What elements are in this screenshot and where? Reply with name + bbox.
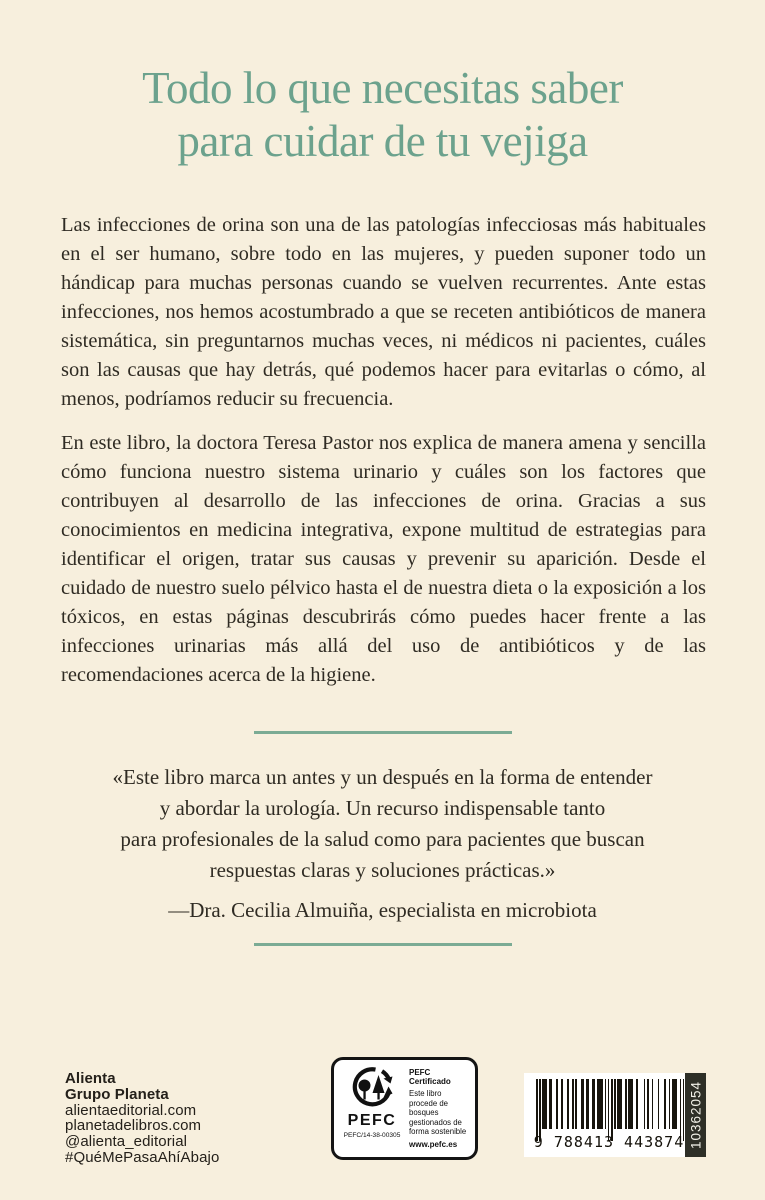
description-paragraph-1: Las infecciones de orina son una de las patologías infecciosas más habituales en el ser humano, sobre todo en las mujeres, y pueden suponer todo un hándicap para muchas personas cuando se vuelven recurrentes. Ante estas infecciones, nos hemos acostumbrado a que se receten antibióticos de manera sistemática, sin preguntarnos muchas veces, ni médicos ni pacientes, cuáles son las causas que hay detrás, qué podemos hacer para evitarlas o cómo, al menos, podríamos reducir su frecuencia.: [61, 214, 706, 410]
publisher-website-1: alientaeditorial.com: [65, 1101, 197, 1119]
pefc-certification-box: [331, 1057, 478, 1160]
publisher-group: Grupo Planeta: [65, 1085, 169, 1103]
quote-line-1: «Este libro marca un antes y un después en la forma de entender: [112, 765, 653, 789]
publisher-social-handle: @alienta_editorial: [65, 1133, 188, 1151]
divider-bottom: [254, 943, 512, 946]
pefc-cert-code: PEFC/14-38-00305: [343, 1132, 401, 1139]
barcode-bars: [536, 1079, 684, 1141]
quote-line-2: y abordar la urología. Un recurso indispensable tanto: [159, 796, 606, 820]
isbn-barcode: [524, 1073, 706, 1157]
quote-line-3: para profesionales de la salud como para pacientes que buscan: [120, 827, 645, 851]
publisher-brand: Alienta: [65, 1070, 116, 1087]
publisher-website-2: planetadelibros.com: [65, 1117, 202, 1135]
description-text: [61, 211, 706, 690]
title-line-1: Todo lo que necesitas saber: [142, 63, 623, 113]
pefc-name-label: PEFC: [347, 1112, 397, 1129]
page-title: [0, 62, 765, 168]
isbn-digits: 9 788413 443874: [533, 1133, 685, 1151]
barcode-side-strip: [685, 1073, 706, 1157]
pefc-trees-icon: [349, 1066, 395, 1112]
pefc-description: Este libro procede de bosques gestionados de forma sostenible: [409, 1089, 467, 1137]
pefc-logo-column: [342, 1066, 402, 1152]
pefc-text-column: [409, 1066, 468, 1152]
quote-attribution: —Dra. Cecilia Almuiña, especialista en microbiota: [168, 898, 597, 922]
product-reference-number: 10362054: [688, 1080, 703, 1150]
pefc-certified-label: PEFC Certificado: [409, 1068, 451, 1086]
publisher-hashtag: #QuéMePasaAhíAbajo: [65, 1148, 220, 1166]
publisher-block: [65, 1071, 219, 1166]
quote-line-4: respuestas claras y soluciones prácticas.»: [209, 858, 556, 882]
endorsement-quote: [59, 762, 707, 926]
title-line-2: para cuidar de tu vejiga: [177, 116, 588, 166]
divider-top: [254, 731, 512, 734]
description-paragraph-2: En este libro, la doctora Teresa Pastor nos explica de manera amena y sencilla cómo funciona nuestro sistema urinario y cuáles son los factores que contribuyen al desarrollo de las infecciones de orina. Gracias a sus conocimientos en medicina integrativa, expone multitud de estrategias para identificar el origen, tratar sus causas y prevenir su aparición. Desde el cuidado de nuestro suelo pélvico hasta el de nuestra dieta o la exposición a los tóxicos, en estas páginas descubrirás cómo puedes hacer frente a las infecciones urinarias más allá del uso de antibióticos y de las recomendaciones acerca de la higiene.: [61, 432, 706, 686]
pefc-url: www.pefc.es: [409, 1140, 458, 1149]
